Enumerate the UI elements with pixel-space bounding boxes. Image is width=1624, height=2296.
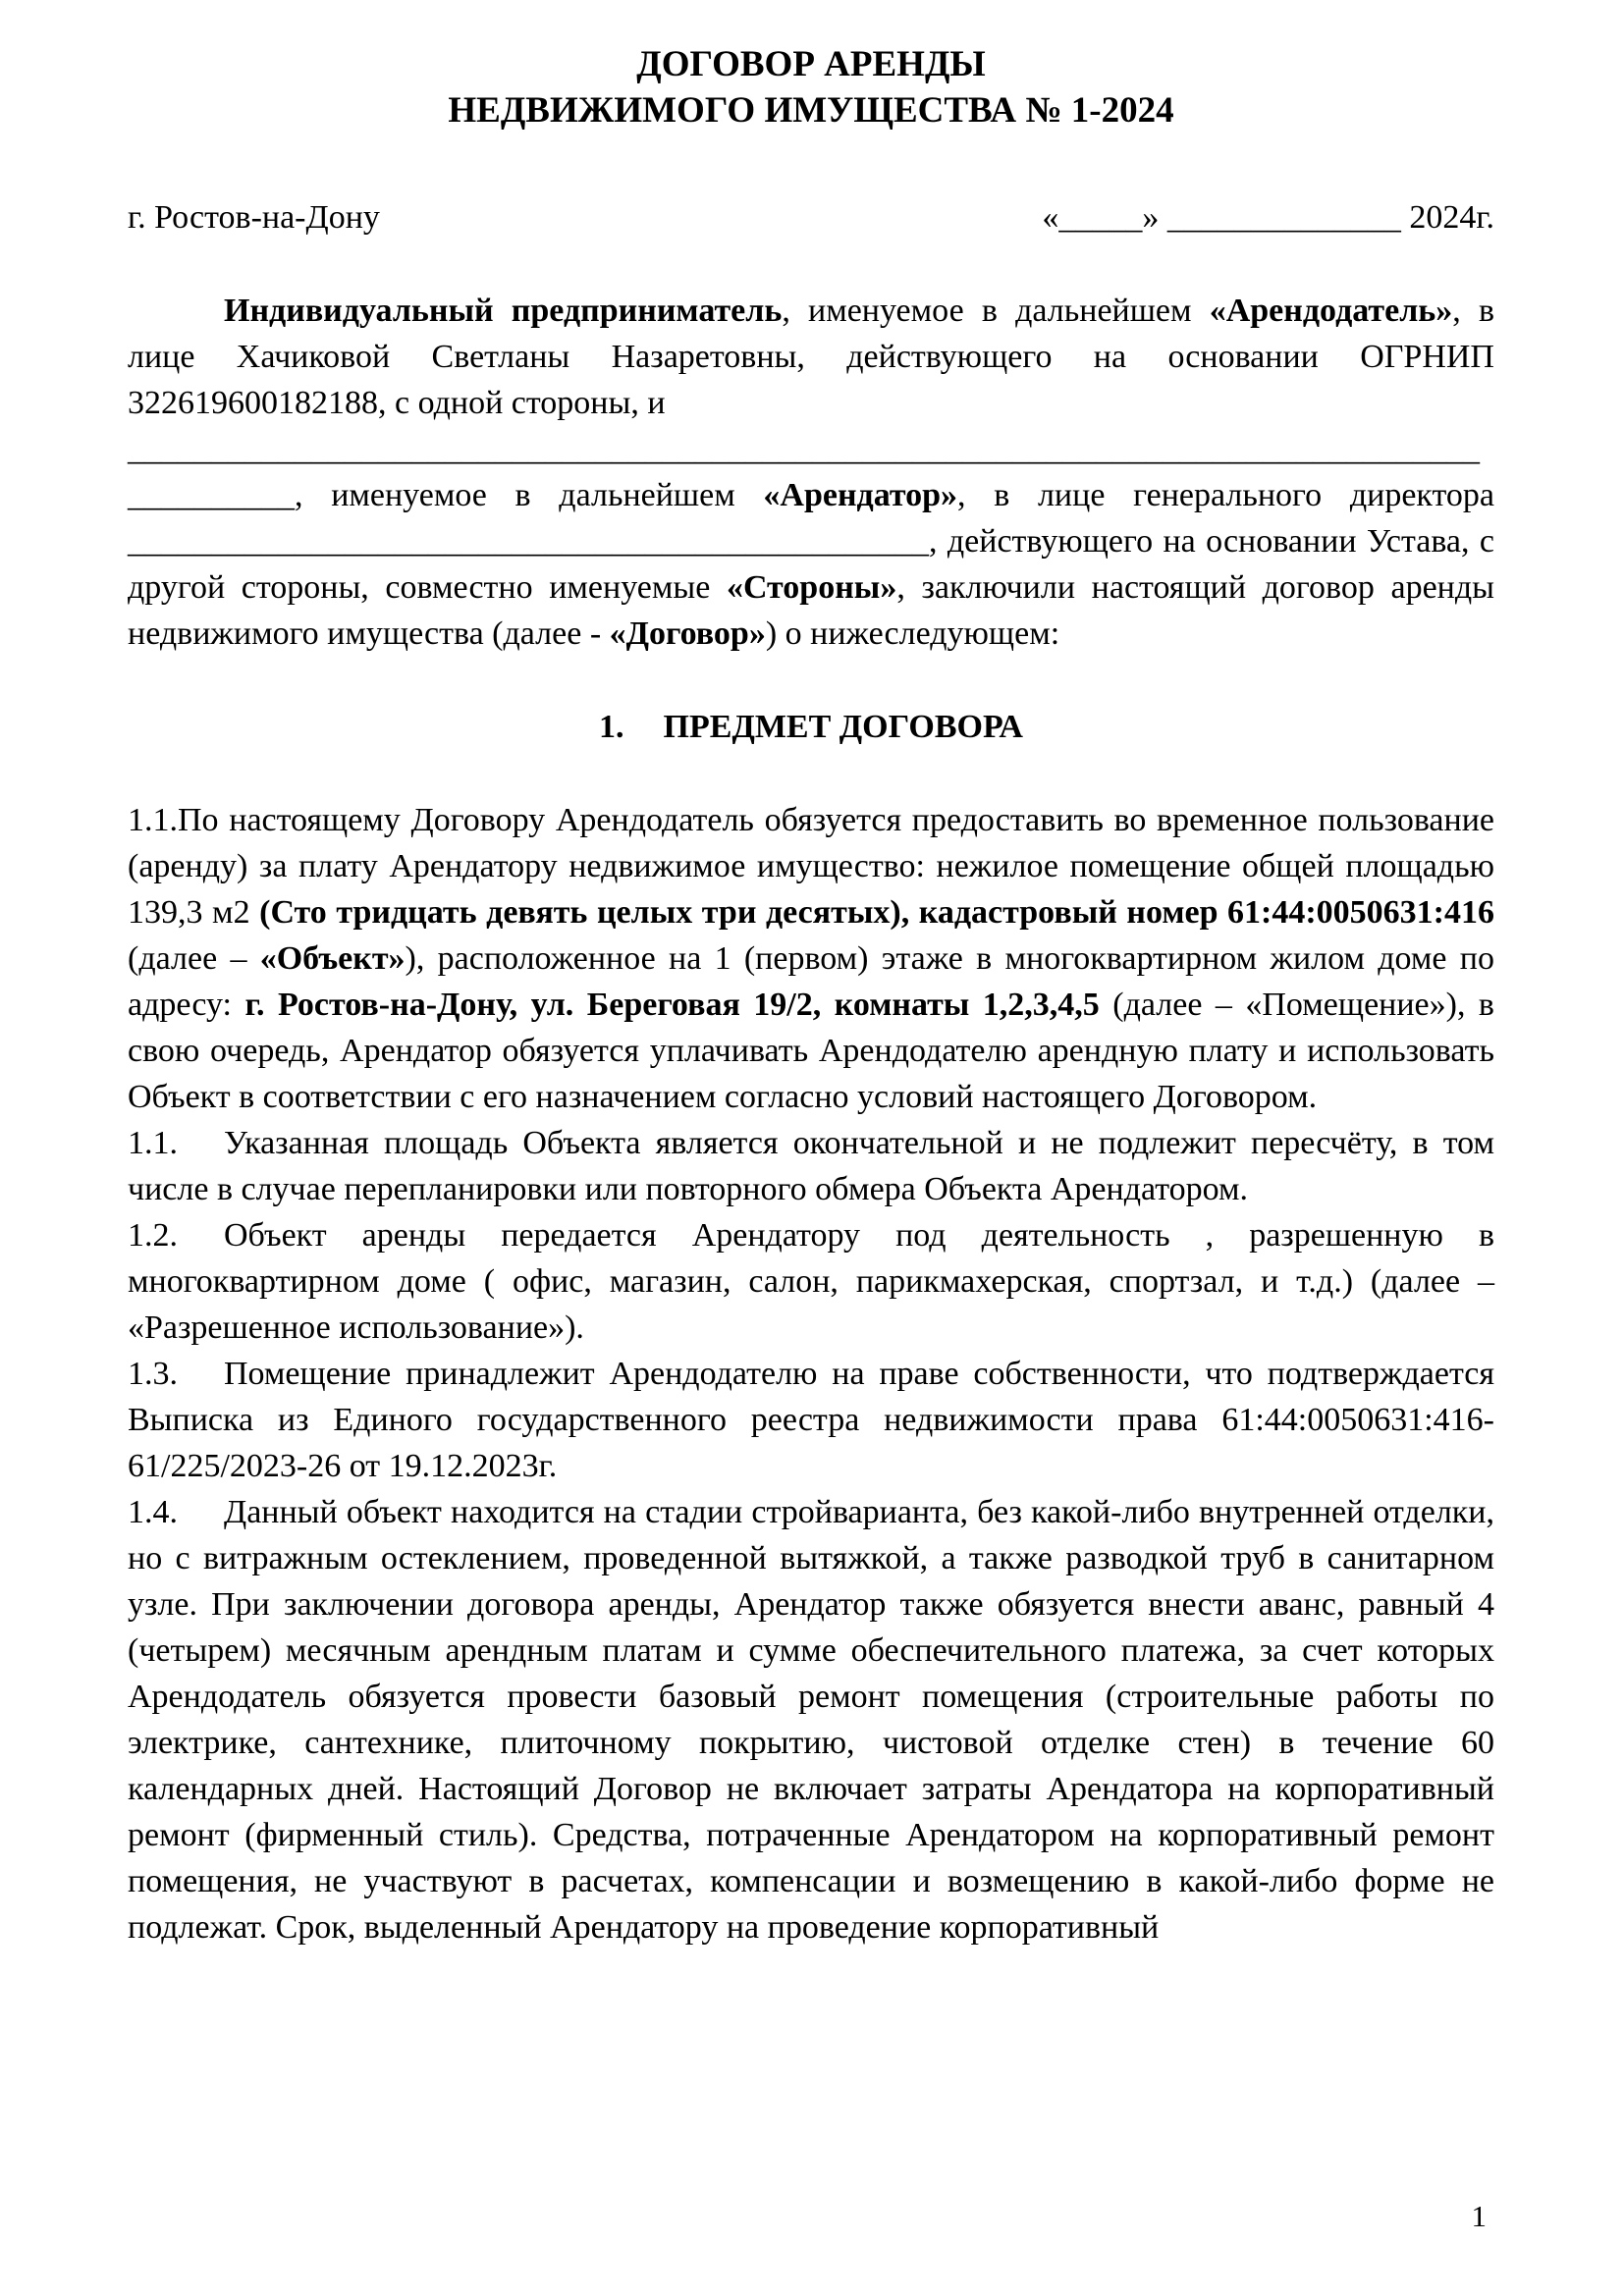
dateline-date-blank: «_____» ______________ 2024г. [1042,199,1494,236]
text-segment: , в лице Хачиковой Светланы Назаретовны, действующего на основании ОГРНИП 322619600182188, с одной стороны, и [128,293,1494,421]
text-segment: (далее – «Помещение»), в свою очередь, Арендатор обязуется уплачивать Арендодателю арендную плату и использовать Объект в соответствии с его назначением согласно условий настоящего Договором. [128,987,1494,1115]
text-segment: , действующего на основании Устава, с другой стороны, совместно именуемые [128,523,1494,606]
document-title-line2: НЕДВИЖИМОГО ИМУЩЕСТВА № 1-2024 [448,90,1174,131]
text-segment: Объект аренды передается Арендатору под деятельность , разрешенную в многоквартирном доме ( офис, магазин, салон, парикмахерская, спортзал, и т.д.) (далее – «Разрешенное использование»). [128,1217,1494,1346]
bold-text-segment: «Арендодатель» [1209,293,1453,329]
text-segment: (далее – [128,940,260,977]
clause-number: 1.3. [128,1356,178,1392]
section-1-title: ПРЕДМЕТ ДОГОВОРА [663,709,1023,745]
clause-1-1-subject [128,797,1494,1120]
section-1-number: 1. [599,709,624,745]
bold-text-segment: «Договор» [609,615,766,652]
clause-1-4-condition [128,1489,1494,1950]
dateline-city: г. Ростов-на-Дону [128,199,380,236]
text-segment: ) о нижеследующем: [765,615,1060,652]
text-segment: ), расположенное на 1 (первом) этаже в многоквартирном жилом доме по адресу: [128,940,1494,1023]
page-number: 1 [1471,2199,1487,2233]
text-segment: Помещение принадлежит Арендодателю на праве собственности, что подтверждается Выписка из Единого государственного реестра недвижимости права 61:44:0050631:416-61/225/2023-26 от 19.12.2023г. [128,1356,1494,1484]
document-title [128,41,1494,133]
text-segment: Данный объект находится на стадии стройварианта, без какой-либо внутренней отделки, но с витражным остеклением, проведенной вытяжкой, а также разводкой труб в санитарном узле. При заключении договора аренды, Арендатор также обязуется внести аванс, равный 4 (четырем) месячным арендным платам и сумме обеспечительного платежа, за счет которых Арендодатель обязуется провести базовый ремонт помещения (строительные работы по электрике, сантехнике, плиточному покрытию, чистовой отделке стен) в течение 60 календарных дней. Настоящий Договор не включает затраты Арендатора на корпоративный ремонт (фирменный стиль). Средства, потраченные Арендатором на корпоративный ремонт помещения, не участвуют в расчетах, компенсации и возмещению в какой-либо форме не подлежат. Срок, выделенный Арендатору на проведение корпоративный [128,1494,1494,1946]
text-segment: , заключили настоящий договор аренды недвижимого имущества (далее - [128,569,1494,652]
fill-in-blank: ________________________________________________ [128,523,929,560]
fill-in-blank: ___________________________________________________________________________________________ [128,431,1480,513]
preamble-landlord-paragraph [128,288,1494,426]
clause-1-1-area [128,1120,1494,1212]
clause-number: 1.1. [128,1125,178,1161]
bold-text-segment: г. Ростов-на-Дону, ул. Береговая 19/2, комнаты 1,2,3,4,5 [244,987,1100,1023]
text-segment: , именуемое в дальнейшем [295,477,764,513]
bold-text-segment: (Сто тридцать девять целых три десятых), кадастровый номер 61:44:0050631:416 [259,894,1495,931]
clause-1-3-ownership [128,1351,1494,1489]
section-1-heading [128,704,1494,750]
bold-text-segment: «Объект» [259,940,406,977]
dateline [128,194,1494,240]
preamble-tenant-paragraph [128,426,1494,657]
bold-text-segment: Индивидуальный предприниматель [224,293,783,329]
clause-1-2-permitted-use [128,1212,1494,1351]
bold-text-segment: «Стороны» [726,569,897,606]
text-segment: Указанная площадь Объекта является окончательной и не подлежит пересчёту, в том числе в случае перепланировки или повторного обмера Объекта Арендатором. [128,1125,1494,1207]
clause-number: 1.2. [128,1217,178,1254]
document-title-line1: ДОГОВОР АРЕНДЫ [636,44,986,84]
text-segment: , в лице генерального директора [957,477,1494,513]
clause-number: 1.4. [128,1494,178,1530]
bold-text-segment: «Арендатор» [763,477,958,513]
text-segment: , именуемое в дальнейшем [782,293,1210,329]
text-segment: 1.1.По настоящему Договору Арендодатель обязуется предоставить во временное пользование (аренду) за плату Арендатору недвижимое имущество: нежилое помещение общей площадью 139,3 м2 [128,802,1494,931]
